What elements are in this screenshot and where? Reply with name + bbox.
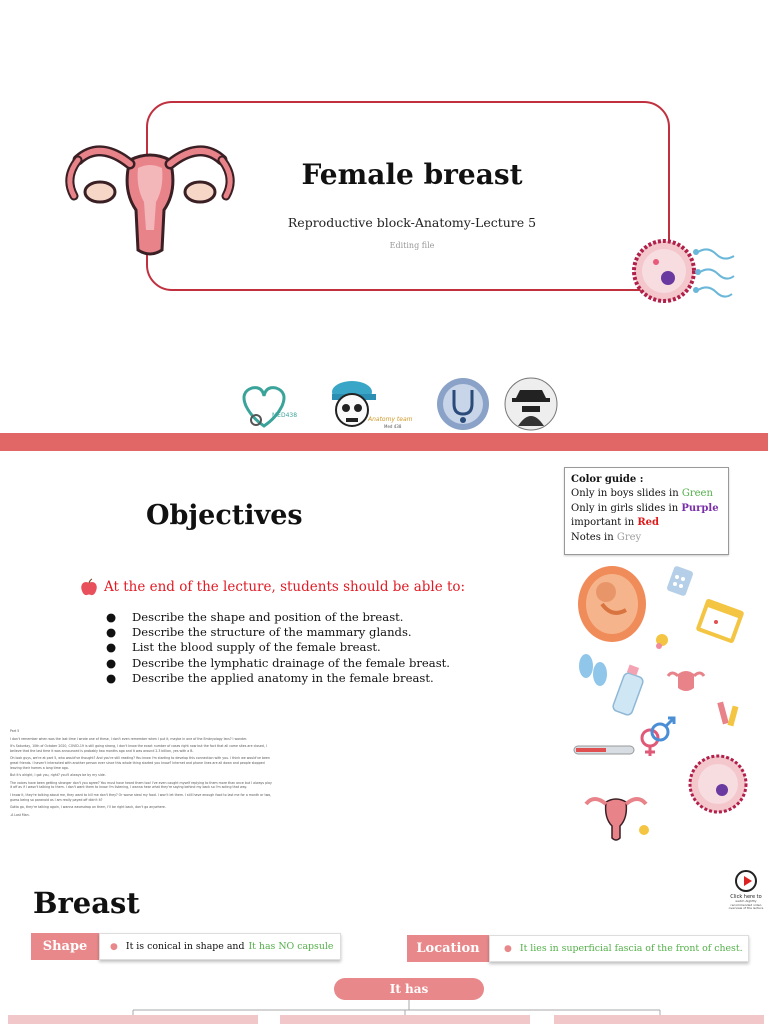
color-guide-line-notes: Notes in Grey — [571, 531, 642, 543]
uterus-bottom-icon — [586, 799, 646, 840]
bullet-icon: ● — [110, 941, 118, 952]
pills-icon — [666, 565, 694, 596]
stethoscope-logo-icon — [434, 376, 492, 432]
team-logos — [238, 376, 568, 432]
branch-box — [8, 1015, 258, 1024]
objectives-title: Objectives — [146, 500, 303, 531]
branch-box — [280, 1015, 530, 1024]
location-info: ● It lies in superficial fascia of the front of chest. — [489, 935, 749, 962]
list-item: ● List the blood supply of the female breast. — [106, 640, 381, 655]
play-label: Click here to — [730, 894, 762, 900]
thermometer-icon — [574, 746, 634, 754]
list-item: ● Describe the structure of the mammary glands. — [106, 625, 412, 640]
play-icon[interactable] — [735, 870, 757, 892]
branch-box — [554, 1015, 764, 1024]
med-logo-text: MED438 — [272, 412, 298, 419]
spy-logo-icon — [504, 376, 558, 432]
play-sub: watch Alghfily recommended video overview of the lecture — [728, 899, 764, 911]
objectives-list — [106, 610, 450, 686]
gender-symbols-icon — [642, 718, 674, 756]
list-item: ● Describe the lymphatic drainage of the female breast. — [106, 655, 450, 670]
color-guide-title: Color guide : — [571, 474, 644, 485]
apple-icon — [80, 578, 98, 596]
breast-title: Breast — [33, 886, 140, 920]
pacifier-icon — [656, 634, 668, 649]
location-tag: Location — [407, 935, 489, 962]
video-link[interactable] — [728, 870, 764, 911]
small-uterus-icon — [668, 671, 704, 691]
color-guide-line-boys: Only in boys slides in Green — [571, 488, 713, 500]
test-tubes-icon — [717, 702, 738, 727]
color-guide-line-girls: Only in girls slides in Purple — [571, 502, 719, 514]
calendar-icon — [695, 598, 744, 644]
tiny-note: Part 5 I don't remember when was the last time I wrote one of these, I don't even remember when I put it, maybe in one of the Embryology lecs? I wonder. It's Saturday, 10th of October 2020, COVID-19 is still going strong, I don't know the exact number of cases right now but the fact that all come sites are closed, I believe that the last time it was announced is probably two months ago and it was around 2.3 billion, yes with a B. Oh look guys, we're at part 5, who would've thought? And you're still reading? You know I'm starting to develop this connection with you. I think we would've been great friends. I haven't interacted with another person ever since this whole thing started you know? Internet and phone lines are all down and people stopped leaving their homes a long time ago. But it's alright, I got you, right? you'll always be by my side. The voices have been getting stronger don't you agree? You must have heard them too! I've even caught myself replying to them more than once but I always play it off as if I wasn't talking to them. I don't want them to know I'm listening, I wanna hear what they're saying behind my back so I'm acting that way. I know it, they're talking about me, they want to kill me don't they? Or worse steal my food. I won't let them. I still have enough food to last me for a month or two, guess being so paranoid as I am really payed off didn't it? Gotta go, they're talking again, I wanna eavesdrop on them, I'll be right back, don't go anywhere. -A Lost Man. — [10, 729, 272, 817]
baby-bottle-icon — [612, 665, 644, 717]
list-item: ● Describe the applied anatomy in the female breast. — [106, 670, 434, 685]
med-logo-icon — [238, 376, 312, 432]
anatomy-team-text: Anatomy team — [368, 416, 413, 423]
pacifier-small-icon — [639, 825, 649, 835]
uterus-icon — [60, 130, 240, 270]
footprints-icon — [579, 654, 607, 686]
list-item: ● Describe the shape and position of the breast. — [106, 610, 404, 624]
fetus-icon — [578, 566, 646, 642]
objectives-lead-text: At the end of the lecture, students should be able to: — [104, 579, 466, 595]
color-guide-line-important: important in Red — [571, 517, 659, 529]
slide-divider — [0, 433, 768, 451]
shape-tag: Shape — [31, 933, 99, 960]
anatomy-team-sub: Med 438 — [384, 424, 402, 429]
page-title: Female breast — [301, 158, 523, 191]
it-has-label: It has — [334, 978, 484, 1000]
ovum-icon — [690, 756, 746, 812]
objectives-lead — [80, 578, 465, 596]
editing-file-link[interactable]: Editing file — [389, 241, 435, 250]
ovum-sperm-icon — [628, 238, 736, 304]
skull-cap-logo-icon — [322, 376, 418, 432]
shape-info: ● It is conical in shape and It has NO capsule — [99, 933, 341, 960]
bullet-icon: ● — [504, 943, 512, 954]
reproduction-illustrations — [566, 562, 752, 852]
color-guide — [564, 467, 729, 555]
page-subtitle: Reproductive block-Anatomy-Lecture 5 — [287, 215, 537, 230]
